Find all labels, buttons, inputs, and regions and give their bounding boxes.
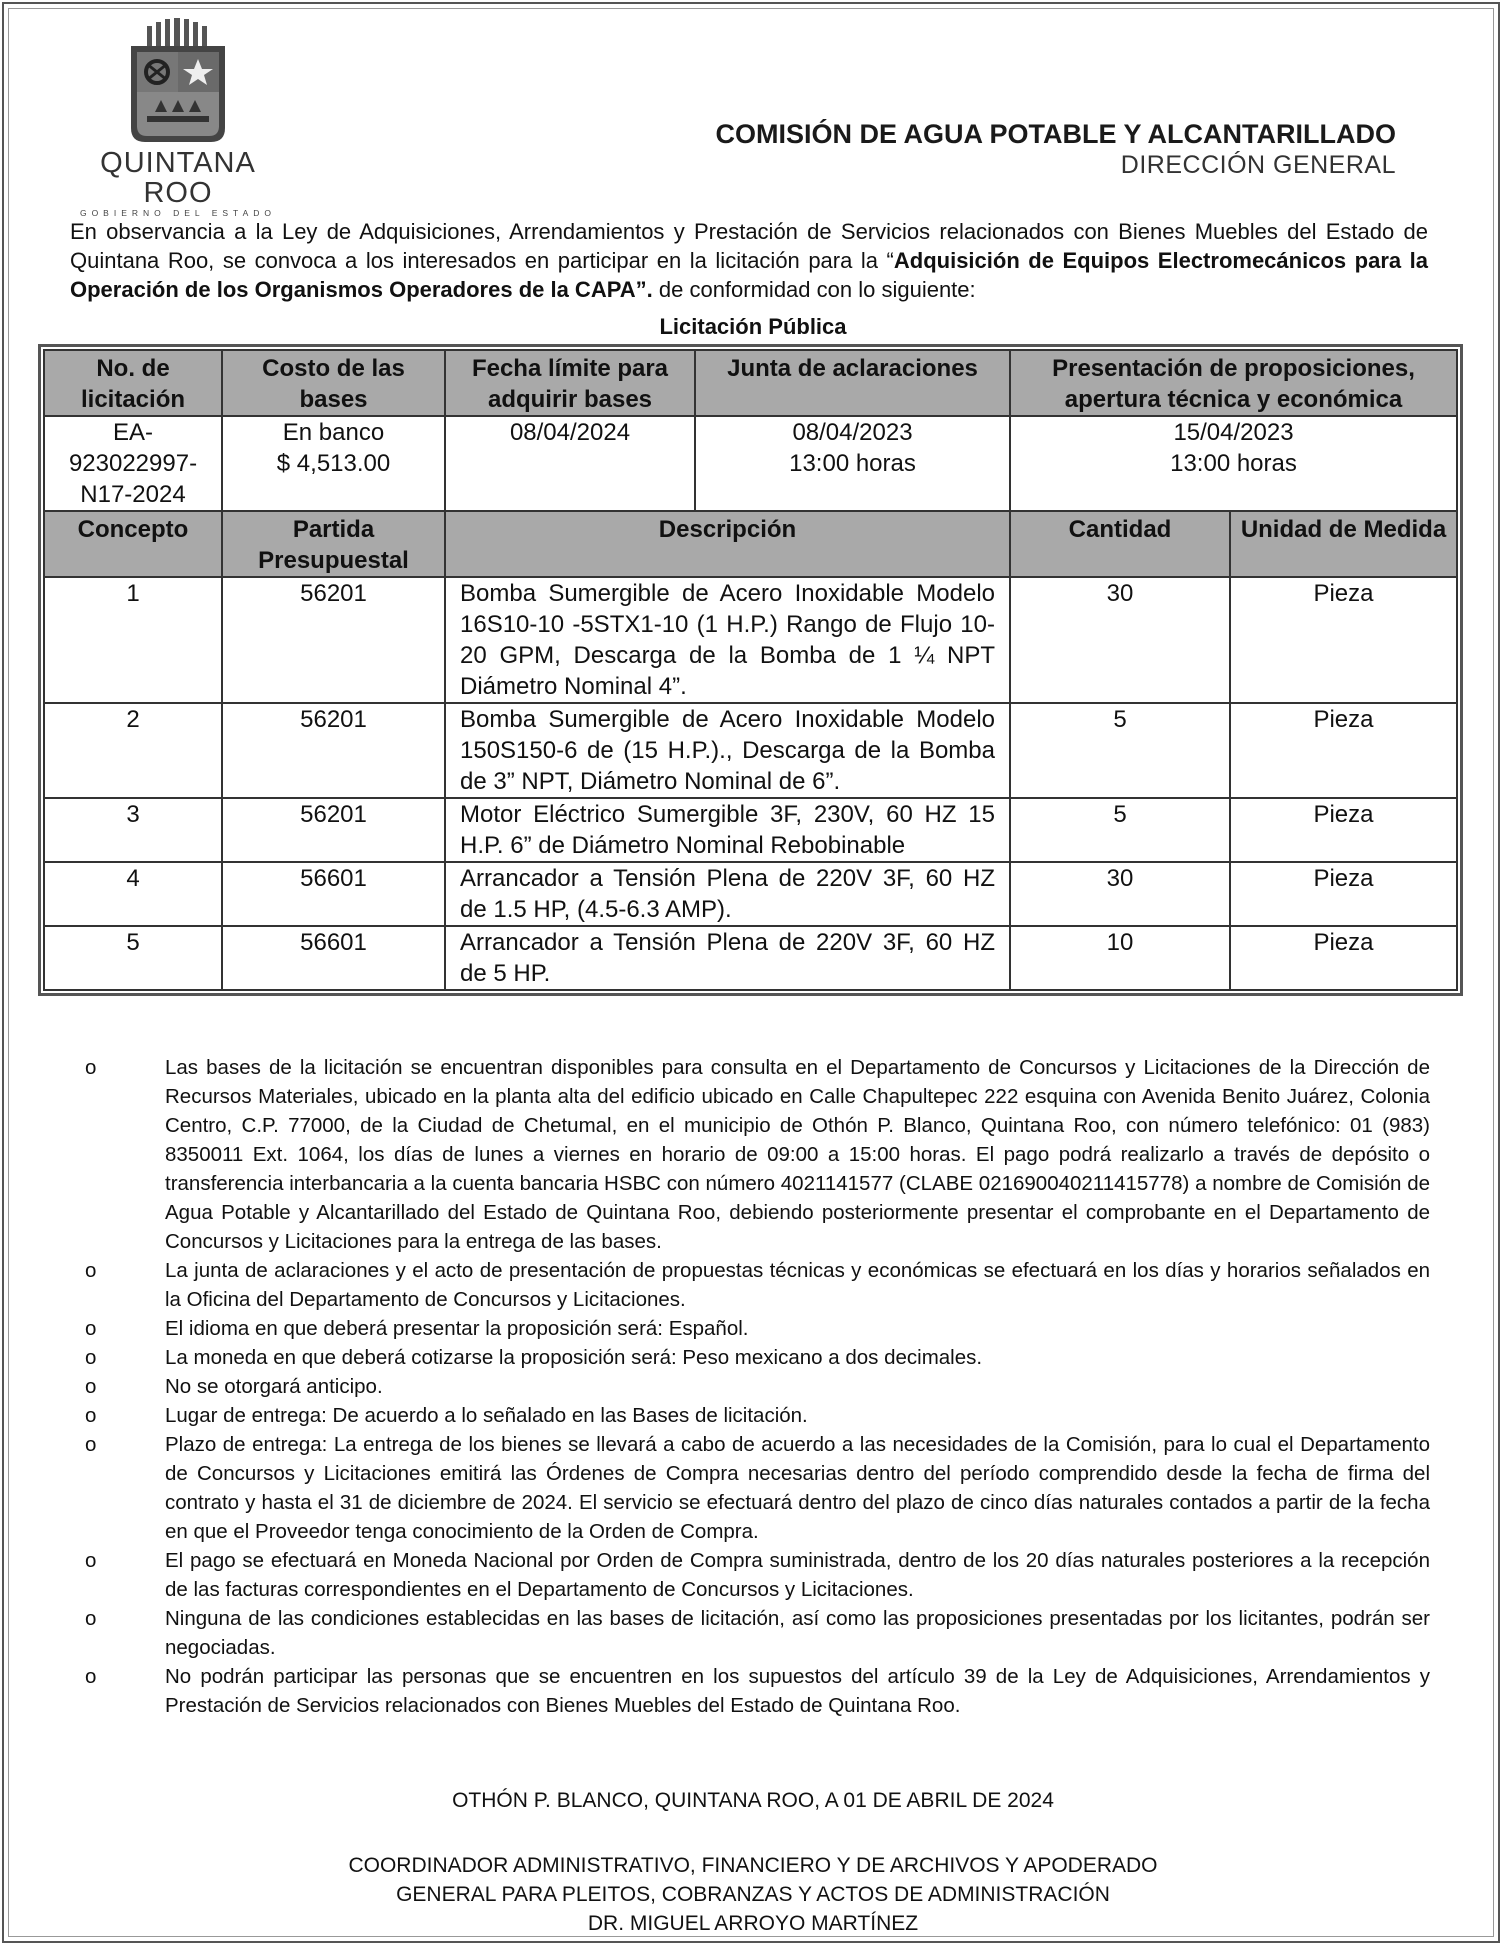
signatory-name: DR. MIGUEL ARROYO MARTÍNEZ	[587, 1912, 919, 1935]
opening-time: 13:00 horas	[1170, 450, 1297, 477]
list-item-text: No podrán participar las personas que se encuentren en los supuestos del artículo 39 de la Ley de Adquisiciones, Arrendamientos y Prestación de Servicios relacionados con Bienes Muebles del Estado de Quintana Roo.	[165, 1665, 1430, 1717]
coat-of-arms-icon	[123, 18, 233, 146]
cantidad-cell: 5	[1010, 798, 1230, 862]
deadline-date: 08/04/2024	[445, 416, 695, 511]
bullet-marker: o	[85, 1317, 97, 1340]
intro-text-end: de conformidad con lo siguiente:	[652, 277, 976, 302]
items-header-row	[44, 511, 1457, 577]
bullet-marker: o	[85, 1665, 97, 1688]
header-cell: Descripción	[445, 511, 1010, 577]
bullet-marker: o	[85, 1433, 97, 1456]
intro-bold: Adquisición de Equipos Electromecánicos para la Operación de los Organismos Operadores de la CAPA”.	[70, 248, 1428, 302]
cantidad-cell: 30	[1010, 862, 1230, 926]
list-item	[70, 1401, 1430, 1430]
meeting-date: 08/04/2023	[792, 419, 913, 446]
bullet-marker: o	[85, 1404, 97, 1427]
header-cell: Unidad de Medida	[1230, 511, 1457, 577]
table-row	[44, 703, 1457, 798]
section-title: Licitación Pública	[659, 314, 847, 339]
list-item-text: La junta de aclaraciones y el acto de presentación de propuestas técnicas y económicas se efectuará en los días y horarios señalados en la Oficina del Departamento de Concursos y Licitaciones.	[165, 1259, 1430, 1311]
list-item	[70, 1604, 1430, 1662]
partida-cell: 56601	[222, 926, 445, 990]
bullet-marker: o	[85, 1056, 97, 1079]
unidad-cell: Pieza	[1230, 798, 1457, 862]
list-item	[70, 1343, 1430, 1372]
bullet-marker: o	[85, 1607, 97, 1630]
logo-subtitle: GOBIERNO DEL ESTADO	[79, 208, 277, 218]
meeting-time: 13:00 horas	[789, 450, 916, 477]
list-item-text: El pago se efectuará en Moneda Nacional por Orden de Compra suministrada, dentro de los 20 días naturales posteriores a la recepción de las facturas correspondientes en el Departamento de Concursos y Licitaciones.	[165, 1549, 1430, 1601]
list-item-text: Lugar de entrega: De acuerdo a lo señalado en las Bases de licitación.	[165, 1404, 808, 1427]
bullet-marker: o	[85, 1375, 97, 1398]
bases-cost	[222, 416, 445, 511]
concepto-cell: 1	[44, 577, 222, 703]
unidad-cell: Pieza	[1230, 577, 1457, 703]
descripcion-cell: Bomba Sumergible de Acero Inoxidable Modelo 16S10-10 -5STX1-10 (1 H.P.) Rango de Flujo 10-20 GPM, Descarga de la Bomba de 1 ¼ NPT Diámetro Nominal 4”.	[445, 577, 1010, 703]
list-item	[70, 1053, 1430, 1256]
cost-amount: $ 4,513.00	[276, 450, 391, 477]
bullet-marker: o	[85, 1346, 97, 1369]
unidad-cell: Pieza	[1230, 926, 1457, 990]
header-cell: Costo de las bases	[222, 350, 445, 416]
conditions-list	[70, 1053, 1430, 1720]
bullet-marker: o	[85, 1549, 97, 1572]
table-row	[44, 577, 1457, 703]
unidad-cell: Pieza	[1230, 703, 1457, 798]
opening-date: 15/04/2023	[1173, 419, 1294, 446]
cantidad-cell: 10	[1010, 926, 1230, 990]
intro-paragraph	[70, 217, 1428, 304]
list-item	[70, 1546, 1430, 1604]
partida-cell: 56201	[222, 798, 445, 862]
concepto-cell: 5	[44, 926, 222, 990]
list-item-text: Plazo de entrega: La entrega de los bienes se llevará a cabo de acuerdo a las necesidades de la Comisión, para lo cual el Departamento de Concursos y Licitaciones emitirá las Órdenes de Compra necesarias dentro del período comprendido desde la fecha de firma del contrato y hasta el 31 de diciembre de 2024. El servicio se efectuará dentro del plazo de cinco días naturales contados a partir de la fecha en que el Proveedor tenga conocimiento de la Orden de Compra.	[165, 1433, 1430, 1543]
signature-line: COORDINADOR ADMINISTRATIVO, FINANCIERO Y DE ARCHIVOS Y APODERADO	[348, 1854, 1158, 1877]
state-logo	[68, 18, 288, 218]
cantidad-cell: 30	[1010, 577, 1230, 703]
header	[716, 118, 1397, 180]
header-cell: No. de licitación	[44, 350, 222, 416]
partida-cell: 56201	[222, 703, 445, 798]
unidad-cell: Pieza	[1230, 862, 1457, 926]
cost-label: En banco	[282, 419, 385, 446]
tender-table	[43, 349, 1458, 512]
header-cell: Fecha límite para adquirir bases	[445, 350, 695, 416]
table-row	[44, 798, 1457, 862]
tender-header-row	[44, 350, 1457, 416]
table-row	[44, 862, 1457, 926]
tender-tables	[38, 344, 1463, 996]
intro-text: En observancia a la Ley de Adquisiciones, Arrendamientos y Prestación de Servicios relacionados con Bienes Muebles del Estado de Quintana Roo, se convoca a los interesados en participar en la licitación para la “	[70, 219, 1428, 273]
list-item	[70, 1314, 1430, 1343]
concepto-cell: 2	[44, 703, 222, 798]
list-item	[70, 1430, 1430, 1546]
concepto-cell: 3	[44, 798, 222, 862]
descripcion-cell: Motor Eléctrico Sumergible 3F, 230V, 60 HZ 15 H.P. 6” de Diámetro Nominal Rebobinable	[445, 798, 1010, 862]
descripcion-cell: Arrancador a Tensión Plena de 220V 3F, 60 HZ de 1.5 HP, (4.5-6.3 AMP).	[445, 862, 1010, 926]
partida-cell: 56601	[222, 862, 445, 926]
concepto-cell: 4	[44, 862, 222, 926]
signature-block	[0, 1851, 1506, 1938]
list-item	[70, 1662, 1430, 1720]
list-item	[70, 1372, 1430, 1401]
cantidad-cell: 5	[1010, 703, 1230, 798]
signature-line: GENERAL PARA PLEITOS, COBRANZAS Y ACTOS DE ADMINISTRACIÓN	[396, 1883, 1110, 1906]
header-cell: Partida Presupuestal	[222, 511, 445, 577]
descripcion-cell: Arrancador a Tensión Plena de 220V 3F, 60 HZ de 5 HP.	[445, 926, 1010, 990]
header-cell: Junta de aclaraciones	[695, 350, 1010, 416]
table-row	[44, 926, 1457, 990]
header-cell: Presentación de proposiciones, apertura técnica y económica	[1010, 350, 1457, 416]
descripcion-cell: Bomba Sumergible de Acero Inoxidable Modelo 150S150-6 de (15 H.P.)., Descarga de la Bomba de 3” NPT, Diámetro Nominal de 6”.	[445, 703, 1010, 798]
header-cell: Concepto	[44, 511, 222, 577]
bullet-marker: o	[85, 1259, 97, 1282]
organization-title: COMISIÓN DE AGUA POTABLE Y ALCANTARILLADO	[715, 119, 1396, 149]
place-and-date: OTHÓN P. BLANCO, QUINTANA ROO, A 01 DE ABRIL DE 2024	[452, 1789, 1054, 1812]
list-item-text: Ninguna de las condiciones establecidas en las bases de licitación, así como las proposiciones presentadas por los licitantes, podrán ser negociadas.	[165, 1607, 1430, 1659]
organization-subtitle: DIRECCIÓN GENERAL	[1120, 151, 1396, 179]
list-item-text: No se otorgará anticipo.	[165, 1375, 383, 1398]
list-item	[70, 1256, 1430, 1314]
tender-row	[44, 416, 1457, 511]
header-cell: Cantidad	[1010, 511, 1230, 577]
clarification-meeting	[695, 416, 1010, 511]
proposal-opening	[1010, 416, 1457, 511]
list-item-text: Las bases de la licitación se encuentran disponibles para consulta en el Departamento de Concursos y Licitaciones de la Dirección de Recursos Materiales, ubicado en la planta alta del edificio ubicado en Calle Chapultepec 222 esquina con Avenida Benito Juárez, Colonia Centro, C.P. 77000, de la Ciudad de Chetumal, en el municipio de Othón P. Blanco, Quintana Roo, con número telefónico: 01 (983) 8350011 Ext. 1064, los días de lunes a viernes en horario de 09:00 a 15:00 horas. El pago podrá realizarlo a través de depósito o transferencia interbancaria a la cuenta bancaria HSBC con número 4021141577 (CLABE 021690040211415778) a nombre de Comisión de Agua Potable y Alcantarillado del Estado de Quintana Roo, debiendo posteriormente presentar el comprobante en el Departamento de Concursos y Licitaciones para la entrega de las bases.	[165, 1056, 1430, 1253]
tender-number: EA-923022997-N17-2024	[44, 416, 222, 511]
logo-name: QUINTANA ROO	[100, 147, 256, 209]
list-item-text: El idioma en que deberá presentar la proposición será: Español.	[165, 1317, 749, 1340]
partida-cell: 56201	[222, 577, 445, 703]
list-item-text: La moneda en que deberá cotizarse la proposición será: Peso mexicano a dos decimales.	[165, 1346, 983, 1369]
items-table	[43, 510, 1458, 991]
